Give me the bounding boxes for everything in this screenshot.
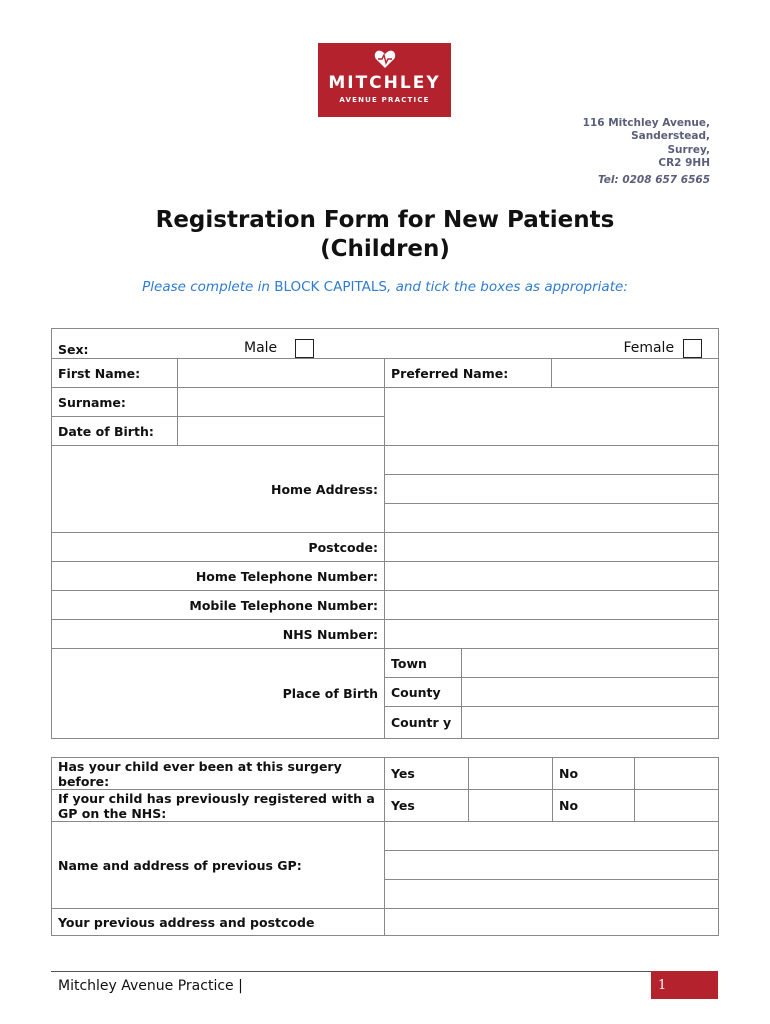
previous-address-label: Your previous address and postcode: [52, 909, 385, 936]
mobile-telephone-label: Mobile Telephone Number:: [52, 591, 385, 620]
page-title: [0, 206, 770, 264]
previous-gp-label: Name and address of previous GP:: [52, 822, 385, 909]
logo-subtitle: AVENUE PRACTICE: [339, 96, 430, 104]
sex-row: [52, 329, 719, 359]
previous-registration-table: [51, 757, 719, 936]
place-of-birth-label: Place of Birth: [52, 649, 385, 739]
home-address-line-3[interactable]: [385, 504, 719, 533]
nhs-number-field[interactable]: [385, 620, 719, 649]
patient-details-table: [51, 328, 719, 739]
no-label: No: [553, 758, 635, 790]
male-checkbox[interactable]: [295, 339, 314, 358]
nhs-number-label: NHS Number:: [52, 620, 385, 649]
blank-cell: [385, 388, 719, 446]
home-address-line-2[interactable]: [385, 475, 719, 504]
address-line: Sanderstead,: [631, 130, 710, 143]
county-label: County: [385, 678, 462, 707]
previous-address-field[interactable]: [385, 909, 719, 936]
dob-field[interactable]: [178, 417, 385, 446]
home-telephone-label: Home Telephone Number:: [52, 562, 385, 591]
instructions-text: , and tick the boxes as appropriate:: [387, 279, 628, 295]
logo-name: MITCHLEY: [328, 73, 441, 93]
mobile-telephone-field[interactable]: [385, 591, 719, 620]
yes-label: Yes: [385, 790, 469, 822]
page-number: 1: [658, 978, 667, 993]
no-box[interactable]: [635, 758, 719, 790]
preferred-name-label: Preferred Name:: [385, 359, 552, 388]
previous-gp-line-2[interactable]: [385, 851, 719, 880]
county-field[interactable]: [462, 678, 719, 707]
title-line: Registration Form for New Patients: [155, 207, 615, 233]
practice-telephone: Tel: 0208 657 6565: [597, 174, 710, 187]
yes-label: Yes: [385, 758, 469, 790]
sex-label: Sex:: [58, 341, 89, 357]
female-checkbox[interactable]: [683, 339, 702, 358]
heart-icon: [374, 49, 396, 69]
postcode-label: Postcode:: [52, 533, 385, 562]
address-line: CR2 9HH: [658, 156, 710, 169]
country-field[interactable]: [462, 707, 719, 739]
previous-gp-line-3[interactable]: [385, 880, 719, 909]
town-field[interactable]: [462, 649, 719, 678]
female-label: Female: [623, 339, 675, 356]
postcode-field[interactable]: [385, 533, 719, 562]
surname-label: Surname:: [52, 388, 178, 417]
practice-address: [583, 117, 710, 187]
footer-divider: [51, 971, 651, 972]
first-name-label: First Name:: [52, 359, 178, 388]
dob-label: Date of Birth:: [52, 417, 178, 446]
practice-logo: [318, 43, 451, 117]
address-line: 116 Mitchley Avenue,: [582, 117, 710, 129]
footer-text: Mitchley Avenue Practice |: [58, 978, 243, 994]
no-box[interactable]: [635, 790, 719, 822]
male-label: Male: [244, 339, 278, 356]
home-address-label: Home Address:: [52, 446, 385, 533]
first-name-field[interactable]: [178, 359, 385, 388]
previously-registered-question: If your child has previously registered with a GP on the NHS:: [52, 790, 385, 822]
page-number-box: [651, 971, 718, 999]
yes-box[interactable]: [469, 758, 553, 790]
previous-gp-line-1[interactable]: [385, 822, 719, 851]
home-telephone-field[interactable]: [385, 562, 719, 591]
no-label: No: [553, 790, 635, 822]
title-line: (Children): [320, 236, 450, 262]
instructions: [0, 279, 770, 295]
instructions-caps: BLOCK CAPITALS: [274, 279, 387, 295]
instructions-text: Please complete in: [142, 279, 275, 295]
home-address-line-1[interactable]: [385, 446, 719, 475]
surname-field[interactable]: [178, 388, 385, 417]
country-label: Countr y: [385, 707, 462, 739]
yes-box[interactable]: [469, 790, 553, 822]
preferred-name-field[interactable]: [552, 359, 719, 388]
town-label: Town: [385, 649, 462, 678]
previously-at-surgery-question: Has your child ever been at this surgery before:: [52, 758, 385, 790]
address-line: Surrey,: [667, 143, 710, 156]
